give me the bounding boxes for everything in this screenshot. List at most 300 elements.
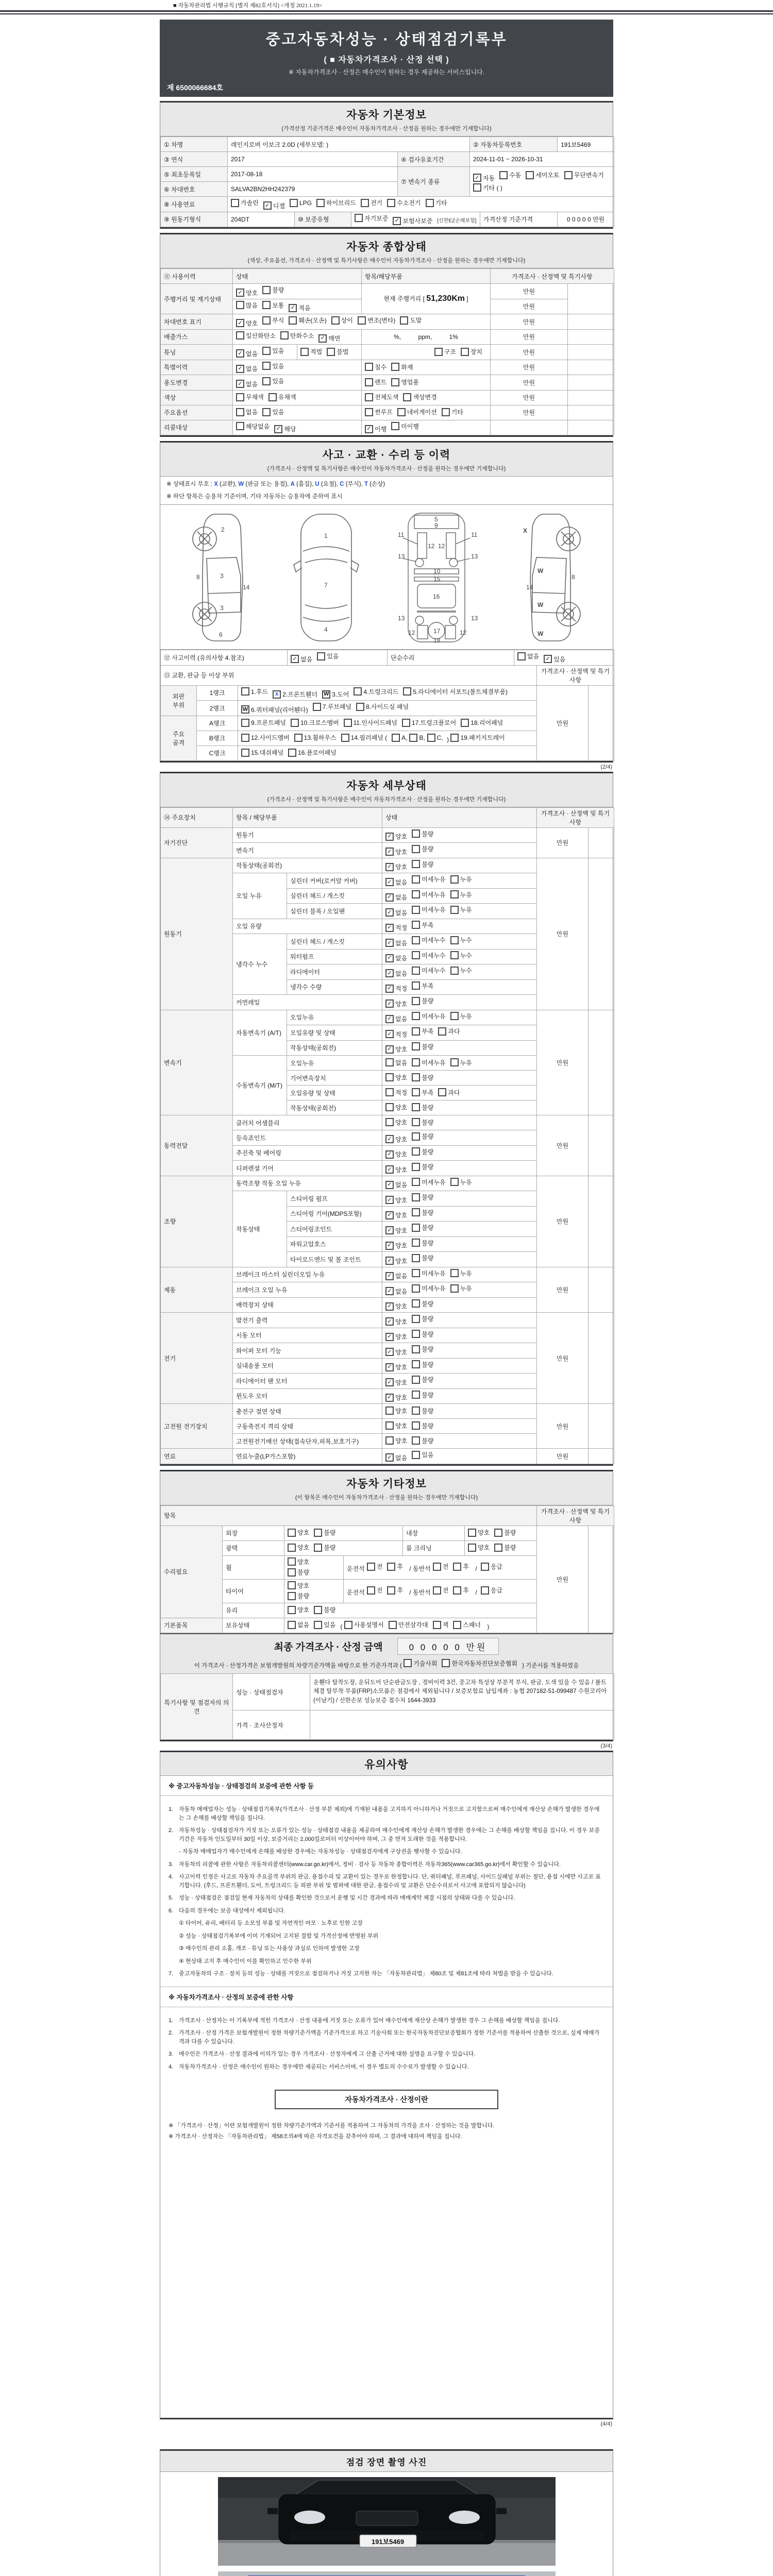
car-diagram-bottom: [388, 511, 485, 644]
checkbox-option[interactable]: [313, 702, 351, 711]
checkbox-option[interactable]: [262, 301, 284, 310]
checkbox-option[interactable]: [344, 1620, 384, 1629]
checkbox-option[interactable]: [288, 1605, 309, 1614]
checkbox-option[interactable]: [288, 1581, 309, 1590]
checkbox-option[interactable]: [450, 1178, 472, 1187]
checkbox-option[interactable]: [450, 1012, 472, 1021]
checkbox-option[interactable]: [387, 1586, 403, 1595]
checkbox-option[interactable]: [412, 1223, 433, 1232]
header-item: 항목/해당부품: [362, 269, 491, 284]
checkbox-option[interactable]: [317, 652, 339, 660]
checkbox-option[interactable]: [236, 364, 258, 373]
checkbox-option[interactable]: [412, 1450, 433, 1459]
checkbox-option[interactable]: [434, 347, 456, 356]
checkbox-option[interactable]: [481, 1586, 502, 1595]
checkbox-option[interactable]: [412, 875, 445, 884]
checkbox-option[interactable]: [412, 1345, 433, 1353]
checkbox-option[interactable]: [385, 1363, 407, 1371]
checkbox-label: 양호: [395, 1394, 408, 1401]
checkbox-label: 16.플로어패널: [298, 749, 337, 757]
checkbox-option[interactable]: [385, 1058, 407, 1067]
checkbox-box: [412, 1406, 420, 1415]
notice-subitem: [169, 1919, 604, 1928]
checkbox-label: 기술사회: [413, 1659, 438, 1667]
checkbox-option[interactable]: [385, 1241, 407, 1250]
checkbox-option[interactable]: [288, 1620, 309, 1629]
checkbox-option[interactable]: [236, 380, 258, 388]
checkbox-option[interactable]: [356, 702, 409, 711]
checkbox-option[interactable]: [400, 316, 422, 325]
checkbox-option[interactable]: [354, 687, 398, 696]
checkbox-option[interactable]: [322, 690, 349, 699]
checkbox-option[interactable]: [365, 408, 393, 416]
checkbox-option[interactable]: [385, 1030, 407, 1039]
checkbox-option[interactable]: [409, 734, 425, 742]
checkbox-option[interactable]: [290, 199, 312, 207]
checkbox-option[interactable]: [473, 183, 502, 192]
checkbox-option[interactable]: [341, 733, 387, 742]
checkbox-option[interactable]: [412, 1421, 433, 1430]
checkbox-option[interactable]: [412, 1284, 445, 1293]
checkbox-option[interactable]: [412, 1103, 433, 1112]
checkbox-box: [402, 719, 410, 727]
checkbox-option[interactable]: [288, 748, 337, 757]
checkbox-option[interactable]: [412, 951, 445, 960]
checkbox-option[interactable]: [316, 198, 356, 207]
checkbox-option[interactable]: [450, 966, 472, 975]
checkbox-option[interactable]: [385, 1348, 407, 1357]
checkbox-option[interactable]: [385, 1014, 407, 1023]
checkbox-option[interactable]: [412, 1208, 433, 1217]
checkbox-label: 미세누유: [422, 1285, 446, 1292]
notice-item: [169, 2029, 604, 2046]
checkbox-option[interactable]: [412, 1330, 433, 1338]
table-row: [161, 212, 614, 227]
checkbox-option[interactable]: [427, 734, 443, 742]
checkbox-option[interactable]: [385, 1211, 407, 1219]
checkbox-box: [461, 348, 469, 356]
checkbox-option[interactable]: [412, 921, 433, 929]
checkbox-option[interactable]: [453, 1586, 469, 1595]
checkbox-option[interactable]: [385, 878, 407, 887]
checkbox-option[interactable]: [236, 393, 264, 401]
title-block: [160, 20, 613, 97]
checkbox-option[interactable]: [517, 652, 539, 660]
checkbox-option[interactable]: [385, 1332, 407, 1341]
checkbox-option[interactable]: [385, 1406, 407, 1415]
checkbox-box: [385, 1118, 394, 1126]
checkbox-option[interactable]: [344, 718, 397, 727]
checkbox-option[interactable]: [262, 408, 284, 416]
checkbox-option[interactable]: [385, 923, 407, 932]
checkbox-label: 8.사이드실 패널: [366, 703, 409, 710]
checkbox-option[interactable]: [438, 1088, 460, 1097]
checkbox-option[interactable]: [241, 718, 286, 727]
checkbox-option[interactable]: [318, 334, 340, 343]
checkbox-option[interactable]: [262, 285, 284, 294]
state-options: [233, 345, 297, 360]
header-usage: ⑪ 사용이력: [161, 269, 233, 284]
checkbox-option[interactable]: [412, 1162, 433, 1171]
checkbox-option[interactable]: [544, 655, 565, 664]
checkbox-option[interactable]: [391, 363, 413, 371]
checkbox-option[interactable]: [450, 890, 472, 899]
checkbox-option[interactable]: [385, 1150, 407, 1159]
checkbox-option[interactable]: [412, 936, 445, 944]
device-label: 동력전달: [161, 1115, 233, 1176]
status-symbol-note: ※ 하단 항목은 승용차 기준이며, 기타 자동차는 승용차에 준하여 표시: [160, 489, 613, 505]
checkbox-option[interactable]: [236, 301, 258, 310]
checkbox-option[interactable]: [288, 1557, 309, 1566]
checkbox-label: 불량: [422, 1422, 434, 1430]
checkbox-option[interactable]: [385, 1317, 407, 1326]
item-cell: [362, 405, 491, 420]
checkbox-option[interactable]: [412, 829, 433, 838]
table-row: [161, 329, 614, 345]
detail-table: [160, 807, 614, 1464]
checkbox-option[interactable]: [385, 939, 407, 947]
seat-options: [344, 1579, 537, 1603]
checkbox-option[interactable]: [412, 1042, 433, 1051]
checkbox-label: 도말: [410, 317, 422, 324]
checkbox-option[interactable]: [453, 1620, 481, 1629]
legend-symbol: C: [340, 481, 344, 487]
checkbox-option[interactable]: [291, 655, 312, 664]
checkbox-option[interactable]: [367, 1562, 383, 1571]
state-options: [233, 390, 362, 405]
table-row: [161, 360, 614, 375]
checkbox-option[interactable]: [433, 1562, 449, 1571]
checkbox-option[interactable]: [314, 1605, 335, 1614]
checkbox-option[interactable]: [385, 1103, 407, 1112]
checkbox-option[interactable]: [263, 201, 285, 210]
checkbox-option[interactable]: [412, 1178, 445, 1187]
checkbox-option[interactable]: [438, 1027, 460, 1036]
document-subtitle-note: ※ 자동차가격조사 · 산정은 매수인이 원하는 경우 제공하는 서비스입니다.: [288, 69, 485, 76]
checkbox-option[interactable]: [412, 1147, 433, 1156]
checkbox-option[interactable]: [314, 1528, 335, 1537]
checkbox-option[interactable]: [361, 198, 382, 207]
checkbox-option[interactable]: [426, 198, 447, 207]
checkbox-option[interactable]: [385, 893, 407, 902]
checkbox-option[interactable]: [385, 1272, 407, 1280]
checkbox-option[interactable]: [450, 1269, 472, 1278]
checkbox-option[interactable]: [412, 1406, 433, 1415]
checkbox-option[interactable]: [231, 198, 259, 207]
checkbox-option[interactable]: [289, 303, 310, 312]
checkbox-option[interactable]: [385, 832, 407, 841]
checkbox-option[interactable]: [442, 408, 463, 416]
checkbox-option[interactable]: [385, 1378, 407, 1387]
checkbox-option[interactable]: [367, 1586, 383, 1595]
checkbox-option[interactable]: [355, 214, 388, 223]
checkbox-option[interactable]: [288, 1591, 309, 1600]
checkbox-option[interactable]: [385, 1287, 407, 1296]
checkbox-option[interactable]: [236, 331, 276, 340]
checkbox-box: [387, 1586, 395, 1595]
checkbox-box: [288, 1529, 296, 1537]
checkbox-label: 18.리어패널: [470, 719, 503, 727]
checkbox-option[interactable]: [365, 363, 386, 371]
checkbox-option[interactable]: [412, 1193, 433, 1201]
checkbox-option[interactable]: [327, 347, 348, 356]
checkbox-box: [412, 906, 420, 914]
checkbox-label: 불량: [324, 1606, 336, 1614]
checkbox-option[interactable]: [385, 1393, 407, 1402]
checkbox-option[interactable]: [391, 378, 419, 386]
rank-items: [238, 716, 537, 731]
checkbox-box: [412, 1224, 420, 1232]
price-cell: 만원: [491, 314, 568, 330]
checkbox-option[interactable]: [450, 1284, 472, 1293]
checkbox-option[interactable]: [412, 1360, 433, 1369]
checkbox-option[interactable]: [412, 966, 445, 975]
checkbox-option[interactable]: [236, 408, 258, 416]
checkbox-option[interactable]: [314, 1543, 335, 1552]
checkbox-option[interactable]: [385, 1302, 407, 1311]
notice-item-number: 4.: [169, 2063, 174, 2070]
state-options: [284, 1526, 403, 1540]
checkbox-option[interactable]: [402, 718, 456, 727]
checkbox-box: [367, 1586, 375, 1595]
checkbox-option[interactable]: [468, 1528, 490, 1537]
checkbox-option[interactable]: [385, 999, 407, 1008]
checkbox-box: [434, 348, 443, 356]
checkbox-label: 양호: [246, 319, 258, 327]
state-options: [382, 964, 537, 980]
checkbox-option[interactable]: [412, 1375, 433, 1384]
section-detail-title: 자동차 세부상태: [346, 779, 427, 792]
checkbox-option[interactable]: [385, 908, 407, 917]
checkbox-option[interactable]: [499, 171, 521, 179]
rank-label: 2랭크: [197, 701, 238, 716]
checkbox-option[interactable]: [236, 422, 270, 431]
item-label: 내장: [403, 1526, 465, 1540]
checkbox-label: 과다: [448, 1028, 460, 1035]
checkbox-label: 미세누유: [422, 891, 446, 899]
checkbox-option[interactable]: [385, 1226, 407, 1235]
checkbox-label: 불량: [422, 845, 434, 853]
checkbox-label: 미세누유: [422, 906, 446, 913]
checkbox-option[interactable]: [450, 1058, 472, 1067]
checkbox-option[interactable]: [385, 1436, 407, 1445]
checkbox-option[interactable]: [392, 734, 407, 742]
checkbox-option[interactable]: [365, 425, 386, 433]
checkbox-option[interactable]: [385, 1135, 407, 1144]
checkbox-option[interactable]: [442, 1659, 517, 1668]
checkbox-option[interactable]: [412, 860, 433, 869]
checkbox-box: [291, 719, 299, 727]
checkbox-option[interactable]: [280, 331, 314, 340]
checkbox-option[interactable]: [412, 1239, 433, 1247]
checkbox-option[interactable]: [385, 1180, 407, 1189]
checkbox-option[interactable]: [494, 1528, 516, 1537]
note-cell: [568, 345, 614, 360]
checkbox-option[interactable]: [412, 1436, 433, 1445]
checkbox-option[interactable]: [236, 349, 258, 358]
checkbox-option[interactable]: [412, 1253, 433, 1262]
checkbox-option[interactable]: [389, 1620, 428, 1629]
checkbox-box: [288, 1592, 296, 1600]
checkbox-option[interactable]: [412, 1391, 433, 1399]
checkbox-option[interactable]: [365, 378, 386, 386]
checkbox-option[interactable]: [273, 690, 317, 699]
checkbox-option[interactable]: [294, 733, 337, 742]
accident-rank-table: [160, 665, 614, 761]
checkbox-option[interactable]: [288, 1543, 309, 1552]
checkbox-option[interactable]: [403, 393, 436, 401]
checkbox-option[interactable]: [262, 316, 284, 325]
checkbox-option[interactable]: [393, 216, 432, 225]
checkbox-option[interactable]: [403, 687, 508, 696]
checkbox-option[interactable]: [412, 996, 433, 1005]
checkbox-option[interactable]: [412, 1058, 445, 1067]
checkbox-option[interactable]: [365, 393, 398, 401]
checkbox-option[interactable]: [385, 969, 407, 978]
checkbox-option[interactable]: [288, 1568, 309, 1577]
checkbox-option[interactable]: [433, 1620, 449, 1629]
checkbox-box: ✓: [236, 319, 244, 327]
table-row: [161, 284, 614, 299]
checkbox-option[interactable]: [241, 705, 308, 714]
checkbox-option[interactable]: [262, 377, 284, 385]
checkbox-option[interactable]: [397, 408, 437, 416]
checkbox-option[interactable]: [385, 1257, 407, 1265]
state-options: [382, 1374, 537, 1389]
svg-text:16: 16: [433, 593, 440, 600]
checkbox-option[interactable]: [241, 687, 268, 696]
item-label: 워터펌프: [287, 949, 382, 964]
checkbox-label: 12.사이드멤버: [251, 734, 290, 742]
checkbox-option[interactable]: [461, 718, 503, 727]
checkbox-box: [412, 981, 420, 990]
header-item: 항목 / 해당부품: [233, 807, 382, 827]
notice-item-text: 다음의 경우에는 보증 대상에서 제외됩니다.: [179, 1907, 285, 1914]
section-extra-subtitle: (이 항목은 매수인이 자동차가격조사 · 산정을 원하는 경우에만 기재합니다): [295, 1494, 478, 1501]
checkbox-option[interactable]: [387, 1562, 403, 1571]
checkbox-option[interactable]: [274, 425, 296, 433]
checkbox-option[interactable]: [288, 1528, 309, 1537]
checkbox-box: [400, 316, 408, 325]
checkbox-option[interactable]: [385, 1118, 407, 1127]
checkbox-option[interactable]: [412, 1269, 445, 1278]
checkbox-option[interactable]: [241, 748, 283, 757]
checkbox-option[interactable]: [481, 1562, 502, 1571]
checkbox-option[interactable]: [300, 347, 322, 356]
inline-text: 운전석: [347, 1588, 365, 1596]
checkbox-option[interactable]: [468, 1543, 490, 1552]
checkbox-option[interactable]: [391, 422, 419, 431]
checkbox-option[interactable]: [385, 954, 407, 962]
checkbox-option[interactable]: [385, 1196, 407, 1205]
checkbox-option[interactable]: [453, 1562, 469, 1571]
checkbox-label: 없음: [395, 939, 408, 947]
checkbox-option[interactable]: [412, 981, 433, 990]
item-label: 등속죠인트: [233, 1130, 382, 1146]
checkbox-option[interactable]: [385, 1073, 407, 1082]
checkbox-option[interactable]: [461, 347, 482, 356]
group-label: 외판 부위: [161, 685, 197, 716]
checkbox-box: [231, 199, 239, 207]
checkbox-option[interactable]: [450, 936, 472, 944]
checkbox-option[interactable]: [385, 848, 407, 856]
checkbox-option[interactable]: [412, 1088, 433, 1097]
notice-item-number: 7.: [169, 1971, 174, 1977]
checkbox-option[interactable]: [412, 1299, 433, 1308]
checkbox-option[interactable]: [387, 198, 421, 207]
checkbox-box: W: [322, 690, 330, 699]
header-price: 가격조사 · 산정액 및 특기사항: [537, 807, 614, 827]
checkbox-option[interactable]: [314, 1620, 335, 1629]
checkbox-option[interactable]: [241, 733, 290, 742]
checkbox-option[interactable]: [404, 1659, 437, 1668]
checkbox-label: 4.트렁크리드: [363, 688, 399, 696]
checkbox-option[interactable]: [385, 1088, 407, 1097]
inspection-photo-underbody: [218, 2571, 556, 2576]
checkbox-option[interactable]: [412, 905, 445, 914]
checkbox-option[interactable]: [291, 718, 339, 727]
checkbox-option[interactable]: [473, 174, 495, 182]
checkbox-option[interactable]: [331, 316, 353, 325]
checkbox-option[interactable]: [385, 984, 407, 993]
checkbox-option[interactable]: [385, 1045, 407, 1054]
price-cell: 만원: [537, 858, 589, 1010]
checkbox-option[interactable]: [412, 1012, 445, 1021]
checkbox-option[interactable]: [262, 346, 284, 355]
checkbox-option[interactable]: [450, 951, 472, 960]
checkbox-option[interactable]: [494, 1543, 516, 1552]
checkbox-option[interactable]: [385, 1453, 407, 1462]
section-notice-header: [160, 1752, 613, 1776]
checkbox-box: ✓: [385, 1287, 394, 1295]
checkbox-option[interactable]: [412, 1314, 433, 1323]
checkbox-option[interactable]: [268, 393, 296, 401]
checkbox-option[interactable]: [412, 890, 445, 899]
checkbox-option[interactable]: [289, 316, 326, 325]
checkbox-option[interactable]: [236, 289, 258, 297]
checkbox-option[interactable]: [526, 171, 559, 179]
device-label: 제동: [161, 1267, 233, 1313]
checkbox-option[interactable]: [412, 1073, 433, 1082]
header-state: 상태: [382, 807, 537, 827]
checkbox-label: 양호: [395, 1437, 408, 1445]
checkbox-option[interactable]: [358, 316, 395, 325]
checkbox-option[interactable]: [450, 875, 472, 884]
checkbox-option[interactable]: [412, 844, 433, 853]
checkbox-option[interactable]: [450, 905, 472, 914]
device-label: 조향: [161, 1176, 233, 1267]
checkbox-option[interactable]: [412, 1118, 433, 1127]
checkbox-option[interactable]: [450, 733, 505, 742]
checkbox-option[interactable]: [433, 1586, 449, 1595]
checkbox-option[interactable]: [385, 862, 407, 871]
checkbox-box: [412, 951, 420, 959]
subgroup-label: 냉각수 누수: [233, 934, 287, 995]
checkbox-box: [344, 719, 352, 727]
checkbox-label: 누수: [460, 952, 472, 959]
checkbox-option[interactable]: [412, 1027, 433, 1036]
rank-label: B랭크: [197, 731, 238, 745]
checkbox-option[interactable]: [385, 1421, 407, 1430]
checkbox-option[interactable]: [385, 1165, 407, 1174]
checkbox-box: ✓: [236, 289, 244, 297]
checkbox-option[interactable]: [412, 1132, 433, 1141]
checkbox-option[interactable]: [262, 362, 284, 370]
rank-label: A랭크: [197, 716, 238, 731]
checkbox-option[interactable]: [236, 319, 258, 328]
checkbox-label: 누유: [460, 906, 472, 913]
checkbox-option[interactable]: [564, 171, 604, 179]
